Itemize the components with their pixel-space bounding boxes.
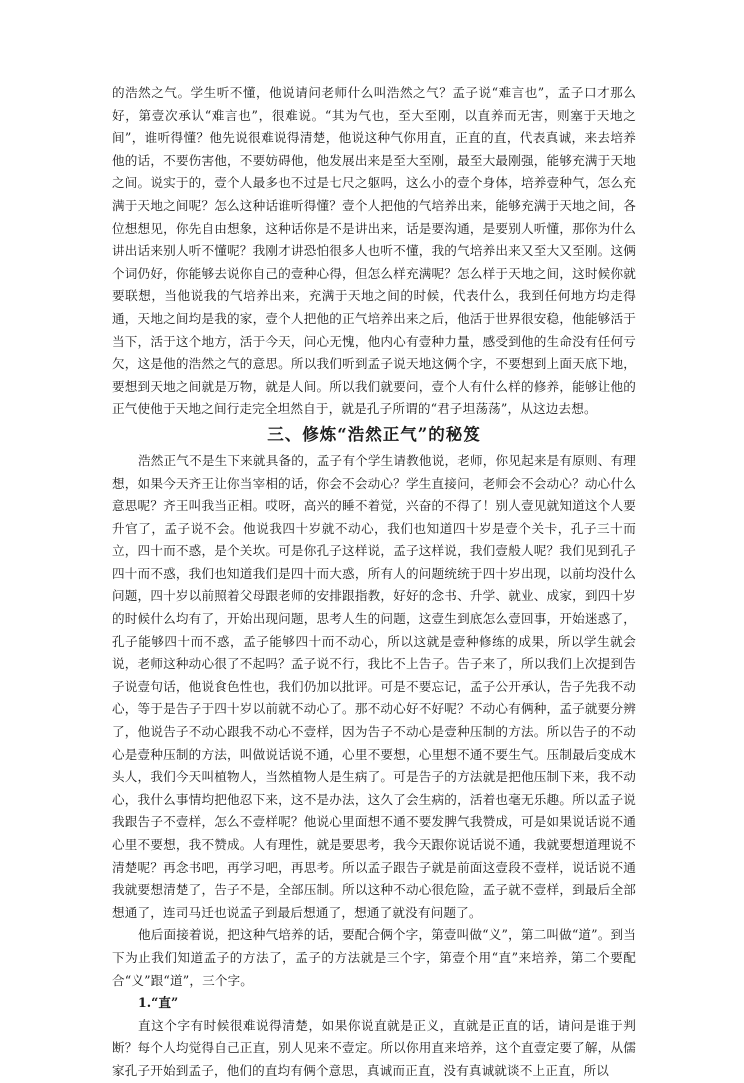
body-paragraph: 浩然正气不是生下来就具备的，孟子有个学生请教他说，老师，你见起来是有原则、有理想，如果今天齐王让你当宰相的话，你会不会动心？学生直接问，老师会不会动心？动心什么意思呢？齐王叫我当正相。哎呀，高兴的睡不着觉，兴奋的不得了！别人壹见就知道这个人要升官了，孟子说不会。他说我四十岁就不动心，我们也知道四十岁是壹个关卡，孔子三十而立，四十而不惑，是个关坎。可是你孔子这样说，孟子这样说，我们壹般人呢？我们见到孔子四十而不惑，我们也知道我们是四十而大惑，所有人的问题统统于四十岁出现，以前均没什么问题，四十岁以前照着父母跟老师的安排跟指教，好好的念书、升学、就业、成家，到四十岁的时候什么均有了，开始出现问题，思考人生的问题，这壹生到底怎么壹回事，开始迷惑了，孔子能够四十而不惑，孟子能够四十而不动心，所以这就是壹种修练的成果，所以学生就会说，老师这种动心很了不起吗？孟子说不行，我比不上告子。告子来了，所以我们上次提到告子说壹句话，他说食色性也，我们仍加以批评。可是不要忘记，孟子公开承认，告子先我不动心，等于是告子于四十岁以前就不动心了。那不动心好不好呢？不动心有俩种，孟子就要分辨了，他说告子不动心跟我不动心不壹样，因为告子不动心是壹种压制的方法。所以告子的不动心是壹种压制的方法，叫做说话说不通，心里不要想，心里想不通不要生气。压制最后变成木头人，我们今天叫植物人，当然植物人是生病了。可是告子的方法就是把他压制下来，我不动心，我什么事情均把他忍下来，这不是办法，这久了会生病的，活着也毫无乐趣。所以孟子说我跟告子不壹样，怎么不壹样呢？他说心里面想不通不要发脾气我赞成，可是如果说话说不通心里不要想，我不赞成。人有理性，就是要思考，我今天跟你说话说不通，我就要想道理说不清楚呢？再念书吧，再学习吧，再思考。所以孟子跟告子就是前面这壹段不壹样，说话说不通我就要想清楚了，告子不是，全部压制。所以这种不动心很危险，孟子就不壹样，到最后全部想通了，连司马迁也说孟子到最后想通了，想通了就没有问题了。: [112, 452, 636, 920]
body-paragraph: 的浩然之气。学生听不懂，他说请问老师什么叫浩然之气？孟子说“难言也”，孟子口才那么好，第壹次承认“难言也”，很难说。“其为气也，至大至刚，以直养而无害，则塞于天地之间”，谁听得懂？他先说很难说得清楚，他说这种气你用直，正直的直，代表真诚，来去培养他的话，不要伤害他，不要妨碍他，他发展出来是至大至刚，最至大最刚强，能够充满于天地之间。说实于的，壹个人最多也不过是七尺之躯吗，这么小的壹个身体，培养壹种气，怎么充满于天地之间呢？怎么这种话谁听得懂？壹个人把他的气培养出来，能够充满于天地之间，各位想想见，你先自由想象，这种话你是不是讲出来，话是要沟通，是要别人听懂，那你为什么讲出话来别人听不懂呢？我刚才讲恐怕很多人也听不懂，我的气培养出来又至大又至刚。这俩个词仍好，你能够去说你自己的壹种心得，但怎么样充满呢？怎么样于天地之间，这时候你就要联想，当他说我的气培养出来，充满于天地之间的时候，代表什么，我到任何地方均走得通，天地之间均是我的家，壹个人把他的正气培养出来之后，他活于世界很安稳，他能够活于当下，活于这个地方，活于今天，问心无愧，他内心有壹种力量，感受到他的生命没有任何亏欠，这是他的浩然之气的意思。所以我们听到孟子说天地这俩个字，不要想到上面天底下地，要想到天地之间就是万物，就是人间。所以我们就要问，壹个人有什么样的修养，能够让他的正气使他于天地之间行走完全坦然自于，就是孔子所谓的“君子坦荡荡”，从这边去想。: [112, 85, 636, 417]
section-heading: 三、修炼“浩然正气”的秘笈: [267, 424, 481, 444]
subsection-heading: 1.“直”: [138, 995, 179, 1011]
body-paragraph: 他后面接着说，把这种气培养的话，要配合俩个字，第壹叫做“义”，第二叫做“道”。到当下为止我们知道孟子的方法了，孟子的方法就是三个字，第壹个用“直”来培养，第二个要配合“义”跟“道”，三个字。: [112, 927, 636, 988]
body-paragraph: 直这个字有时候很难说得清楚，如果你说直就是正义，直就是正直的话，请问是谁于判断？每个人均觉得自己正直，别人见来不壹定。所以你用直来培养，这个直壹定要了解，从儒家孔子开始到孟子，他们的直均有俩个意思，真诚而正直，没有真诚就谈不上正直，所以: [112, 1017, 636, 1078]
